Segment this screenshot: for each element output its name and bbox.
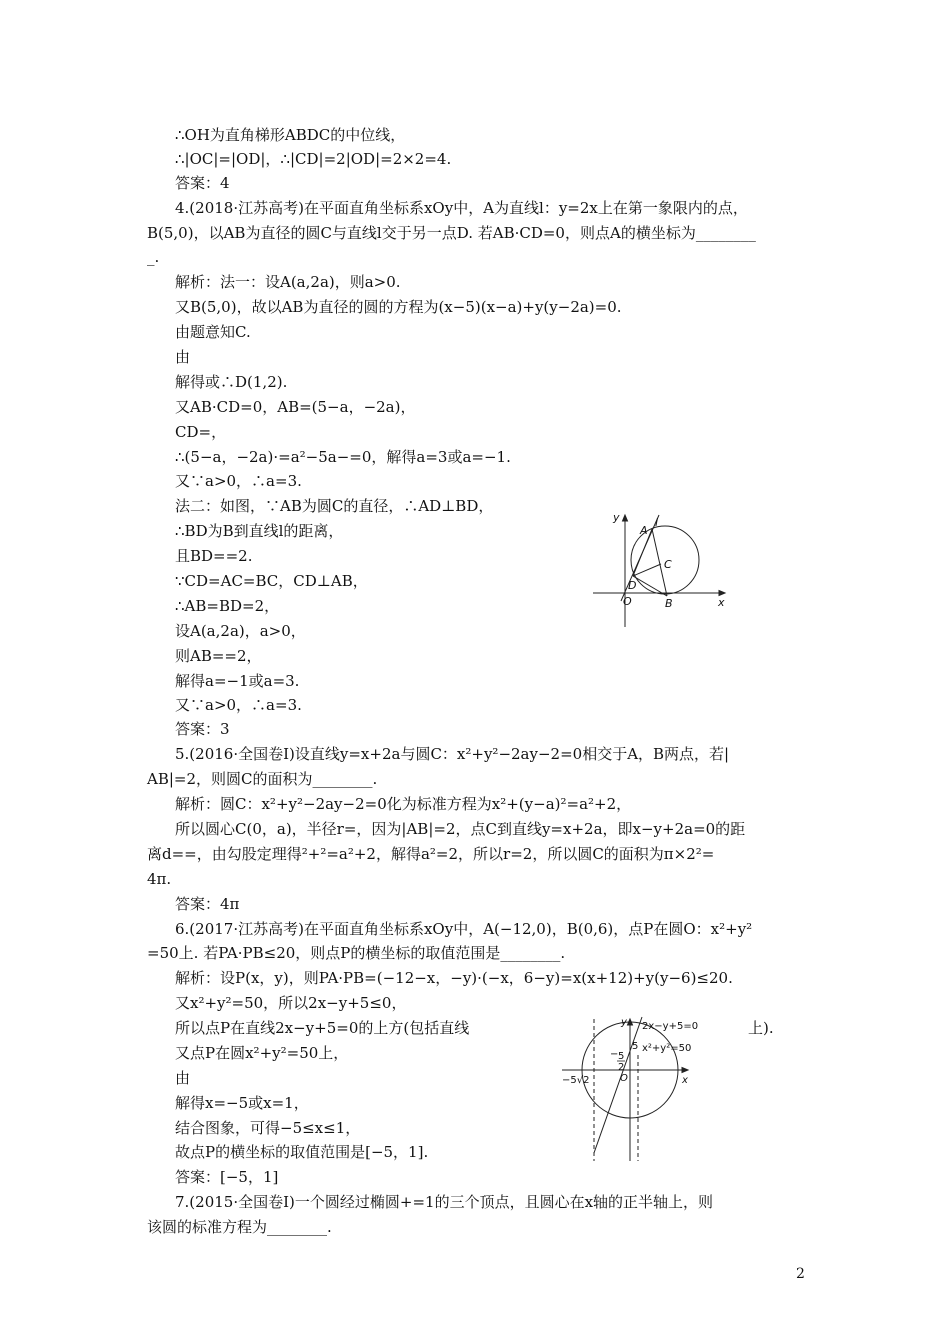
solution-line: 且BD==2. xyxy=(175,547,253,565)
solution-line: 所以点P在直线2x−y+5=0的上方(包括直线 xyxy=(175,1019,470,1037)
problem-7-stem-cont: 该圆的标准方程为________. xyxy=(147,1218,332,1236)
point-label-d: D xyxy=(628,579,637,592)
x-axis-arrow-icon xyxy=(719,591,725,596)
answer-line: 答案：4π xyxy=(175,895,240,913)
answer-line: 答案：[−5，1] xyxy=(175,1168,279,1186)
problem-5-stem-cont: AB|=2，则圆C的面积为________. xyxy=(147,770,378,788)
figure-circle-diameter-ab xyxy=(585,505,735,635)
axis-label-y: y xyxy=(621,1017,627,1028)
solution-line: 由题意知C. xyxy=(175,323,251,341)
solution-line: 又∵a>0，∴a=3. xyxy=(175,472,302,490)
problem-4-stem: 4.(2018·江苏高考)在平面直角坐标系xOy中，A为直线l：y=2x上在第一象限内的点， xyxy=(175,199,748,217)
fraction-denominator: 2 xyxy=(618,1062,625,1073)
text-line: ∴OH为直角梯形ABDC的中位线， xyxy=(175,126,406,144)
solution-line: 所以圆心C(0，a)，半径r=，因为|AB|=2，点C到直线y=x+2a，即x−y+2a=0的距 xyxy=(175,820,746,838)
solution-line: 解得或∴D(1,2). xyxy=(175,373,288,391)
line-equation-label: 2x−y+5=0 xyxy=(642,1021,699,1032)
solution-line: ∴(5−a，−2a)·=a²−5a−=0，解得a=3或a=−1. xyxy=(175,448,511,466)
point-label-c: C xyxy=(664,558,672,571)
line-label-l: l xyxy=(655,516,659,529)
left-intercept-label: −5√2 xyxy=(562,1075,590,1086)
solution-line: 又B(5,0)，故以AB为直径的圆的方程为(x−5)(x−a)+y(y−2a)=0. xyxy=(175,298,622,316)
problem-4-stem-cont: B(5,0)，以AB为直径的圆C与直线l交于另一点D. 若AB·CD=0，则点A的横坐标为________ xyxy=(147,224,756,242)
solution-line: 故点P的横坐标的取值范围是[−5，1]. xyxy=(175,1143,429,1161)
page-number: 2 xyxy=(796,1266,805,1282)
solution-line: 离d==，由勾股定理得²+²=a²+2，解得a²=2，所以r=2，所以圆C的面积为π×2²= xyxy=(147,845,715,863)
solution-line: 上). xyxy=(748,1019,774,1037)
circle-equation-label: x²+y²=50 xyxy=(642,1043,692,1054)
solution-line: CD=， xyxy=(175,423,227,441)
fraction-numerator: 5 xyxy=(618,1051,625,1062)
solution-line: 法二：如图，∵AB为圆C的直径，∴AD⊥BD， xyxy=(175,497,494,515)
problem-4-stem-cont: _. xyxy=(147,248,160,266)
solution-line: 解析：设P(x，y)，则PA·PB=(−12−x，−y)·(−x，6−y)=x(x+12)+y(y−6)≤20. xyxy=(175,969,733,987)
solution-line: 由 xyxy=(175,1069,191,1087)
axis-label-x: x xyxy=(682,1075,688,1086)
x-axis-arrow-icon xyxy=(682,1068,688,1073)
problem-5-stem: 5.(2016·全国卷Ⅰ)设直线y=x+2a与圆C：x²+y²−2ay−2=0相交于A，B两点，若| xyxy=(175,745,730,763)
point-label-a: A xyxy=(640,524,648,537)
axis-label-y: y xyxy=(613,511,620,524)
axis-label-x: x xyxy=(718,596,725,609)
point-label-o: O xyxy=(623,595,632,608)
solution-line: 由 xyxy=(175,348,191,366)
solution-line: 设A(a,2a)，a>0， xyxy=(175,622,306,640)
solution-line: 解得x=−5或x=1， xyxy=(175,1094,309,1112)
point-label-b: B xyxy=(665,597,673,610)
solution-line: 解得a=−1或a=3. xyxy=(175,672,300,690)
problem-6-stem-cont: =50上. 若PA·PB≤20，则点P的横坐标的取值范围是________. xyxy=(147,944,566,962)
minus-sign: − xyxy=(610,1049,619,1060)
text-line: ∴|OC|=|OD|，∴|CD|=2|OD|=2×2=4. xyxy=(175,150,452,168)
problem-6-stem: 6.(2017·江苏高考)在平面直角坐标系xOy中，A(−12,0)，B(0,6)，点P在圆O：x²+y² xyxy=(175,920,753,938)
solution-line: 则AB==2， xyxy=(175,647,262,665)
solution-line: ∴BD为B到直线l的距离， xyxy=(175,522,344,540)
solution-line: ∴AB=BD=2， xyxy=(175,597,280,615)
answer-line: 答案：3 xyxy=(175,720,230,738)
solution-line: ∵CD=AC=BC，CD⊥AB， xyxy=(175,572,368,590)
origin-label: O xyxy=(620,1073,628,1084)
solution-line: 解析：圆C：x²+y²−2ay−2=0化为标准方程为x²+(y−a)²=a²+2， xyxy=(175,795,632,813)
figure-circle-and-line xyxy=(558,1015,708,1165)
solution-line: 又AB·CD=0，AB=(5−a，−2a)， xyxy=(175,398,416,416)
answer-line: 答案：4 xyxy=(175,174,230,192)
solution-line: 又∵a>0，∴a=3. xyxy=(175,696,302,714)
problem-7-stem: 7.(2015·全国卷Ⅰ)一个圆经过椭圆+=1的三个顶点，且圆心在x轴的正半轴上，则 xyxy=(175,1193,714,1211)
line-2x-y-5 xyxy=(594,1017,642,1153)
solution-line: 又点P在圆x²+y²=50上， xyxy=(175,1044,349,1062)
intercept-label: 5 xyxy=(632,1041,639,1052)
solution-line: 结合图象，可得−5≤x≤1， xyxy=(175,1119,361,1137)
solution-line: 又x²+y²=50，所以2x−y+5≤0， xyxy=(175,994,407,1012)
solution-line: 解析：法一：设A(a,2a)，则a>0. xyxy=(175,273,401,291)
y-axis-arrow-icon xyxy=(623,515,628,521)
solution-line: 4π. xyxy=(147,870,172,888)
